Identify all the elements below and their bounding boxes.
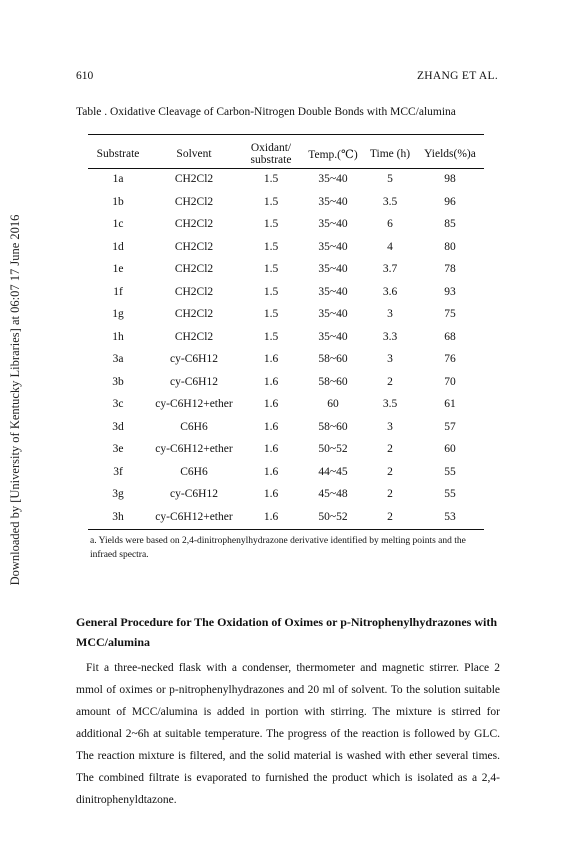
table-cell: cy-C6H12 — [170, 353, 218, 366]
table-cell: 80 — [444, 240, 456, 253]
table-cell: 1.6 — [263, 353, 279, 366]
table-cell: 58~60 — [318, 375, 348, 388]
table-cell: 70 — [444, 375, 456, 388]
table-cell: cy-C6H12+ether — [155, 398, 233, 411]
table-cell: 2 — [387, 375, 393, 388]
table-cell: 60 — [444, 443, 456, 456]
table-cell: 35~40 — [318, 240, 348, 253]
table-cell: 3f — [113, 465, 123, 478]
table-cell: CH2Cl2 — [174, 173, 214, 186]
column-header: Time (h) — [369, 147, 411, 160]
table-cell: 1.6 — [263, 420, 279, 433]
column-header: Oxidant/ substrate — [250, 141, 292, 166]
table-cell: CH2Cl2 — [174, 330, 214, 343]
table-cell: 3.5 — [382, 195, 398, 208]
table-cell: 1h — [112, 330, 124, 343]
table-cell: 78 — [444, 263, 456, 276]
table-cell: 98 — [444, 173, 456, 186]
table-cell: 1.5 — [263, 263, 279, 276]
table-cell: 50~52 — [318, 510, 348, 523]
table-body — [88, 168, 484, 528]
table-cell: 3.6 — [382, 285, 398, 298]
table-cell: 3.7 — [382, 263, 398, 276]
table-cell: 45~48 — [318, 488, 348, 501]
table-footnote: a. Yields were based on 2,4-dinitrophenylhydrazone derivative identified by melting points and the infraed spectra. — [90, 536, 466, 560]
table-row — [88, 371, 484, 394]
table-cell: 6 — [387, 218, 393, 231]
table-row — [88, 191, 484, 214]
table-cell: 93 — [444, 285, 456, 298]
procedure-paragraph: Fit a three-necked flask with a condenser, thermometer and magnetic stirrer. Place 2 mmol of oximes or p-nitrophenylhydrazones and 20 ml of solvent. To the solution suitable amount of MCC/alumina is added in portion with stirring. The mixture is stirred for additional 2~6h at suitable temperature. The progress of the reaction is followed by GLC. The reaction mixture is filtered, and the solid material is washed with ether several times. The combined filtrate is evaporated to furnished the product which is isolated as a 2,4-dinitrophenyldtazone. — [76, 662, 500, 806]
table-cell: cy-C6H12+ether — [155, 443, 233, 456]
table-cell: 1.6 — [263, 375, 279, 388]
table-cell: 1.5 — [263, 330, 279, 343]
table-cell: 1.5 — [263, 308, 279, 321]
table-cell: 3.5 — [382, 398, 398, 411]
download-watermark: Downloaded by [University of Kentucky Libraries] at 06:07 17 June 2016 — [8, 214, 22, 586]
table-cell: 75 — [444, 308, 456, 321]
table-row — [88, 326, 484, 349]
table-row — [88, 483, 484, 506]
table-cell: 3 — [387, 420, 393, 433]
table-cell: 3g — [112, 488, 124, 501]
table-cell: 35~40 — [318, 173, 348, 186]
table-cell: CH2Cl2 — [174, 263, 214, 276]
table-cell: CH2Cl2 — [174, 240, 214, 253]
table-cell: 55 — [444, 488, 456, 501]
results-table — [88, 139, 484, 528]
table-row — [88, 168, 484, 191]
table-cell: 1d — [112, 240, 124, 253]
table-cell: 35~40 — [318, 195, 348, 208]
table-cell: 1f — [113, 285, 123, 298]
table-cell: 4 — [387, 240, 393, 253]
table-cell: 1.5 — [263, 195, 279, 208]
table-cell: 1.6 — [263, 488, 279, 501]
table-cell: 1e — [112, 263, 124, 276]
table-cell: CH2Cl2 — [174, 218, 214, 231]
table-cell: 76 — [444, 353, 456, 366]
table-cell: 3a — [112, 353, 124, 366]
table-cell: 3 — [387, 353, 393, 366]
column-header: Solvent — [176, 147, 212, 160]
table-cell: 68 — [444, 330, 456, 343]
table-cell: 3e — [112, 443, 124, 456]
table-cell: 1b — [112, 195, 124, 208]
table-cell: 2 — [387, 443, 393, 456]
table-row — [88, 213, 484, 236]
table-row — [88, 281, 484, 304]
running-head: ZHANG ET AL. — [416, 70, 498, 82]
table-caption: Table . Oxidative Cleavage of Carbon-Nitrogen Double Bonds with MCC/alumina — [76, 106, 456, 118]
table-cell: CH2Cl2 — [174, 308, 214, 321]
table-cell: 3h — [112, 510, 124, 523]
table-row — [88, 258, 484, 281]
table-cell: 1.6 — [263, 465, 279, 478]
table-cell: 35~40 — [318, 285, 348, 298]
table-top-rule — [88, 134, 484, 135]
table-cell: 1.6 — [263, 398, 279, 411]
table-cell: C6H6 — [180, 465, 208, 478]
table-cell: 1.5 — [263, 240, 279, 253]
table-cell: 1g — [112, 308, 124, 321]
table-cell: 58~60 — [318, 353, 348, 366]
table-row — [88, 461, 484, 484]
column-header: Yields(%)a — [424, 147, 476, 160]
table-cell: 57 — [444, 420, 456, 433]
table-cell: C6H6 — [180, 420, 208, 433]
table-cell: 50~52 — [318, 443, 348, 456]
table-cell: 35~40 — [318, 263, 348, 276]
table-row — [88, 236, 484, 259]
table-cell: 35~40 — [318, 308, 348, 321]
table-cell: 3b — [112, 375, 124, 388]
table-cell: 1.5 — [263, 218, 279, 231]
table-row — [88, 416, 484, 439]
table-cell: 44~45 — [318, 465, 348, 478]
table-cell: 96 — [444, 195, 456, 208]
table-cell: 3c — [112, 398, 124, 411]
table-cell: 3d — [112, 420, 124, 433]
table-cell: 2 — [387, 488, 393, 501]
table-cell: 1.5 — [263, 173, 279, 186]
table-cell: 1.5 — [263, 285, 279, 298]
table-cell: 35~40 — [318, 218, 348, 231]
table-cell: 61 — [444, 398, 456, 411]
table-cell: 1a — [112, 173, 124, 186]
table-cell: 5 — [387, 173, 393, 186]
table-row — [88, 506, 484, 529]
table-cell: 2 — [387, 465, 393, 478]
table-cell: cy-C6H12 — [170, 488, 218, 501]
table-cell: 3 — [387, 308, 393, 321]
table-bottom-rule — [88, 529, 484, 530]
column-header: Temp.(℃) — [308, 148, 358, 161]
table-row — [88, 348, 484, 371]
table-row — [88, 303, 484, 326]
table-cell: 2 — [387, 510, 393, 523]
table-cell: 55 — [444, 465, 456, 478]
table-cell: 1c — [112, 218, 124, 231]
table-cell: 85 — [444, 218, 456, 231]
column-header: Substrate — [96, 147, 140, 160]
table-cell: cy-C6H12 — [170, 375, 218, 388]
table-cell: 1.6 — [263, 510, 279, 523]
table-row — [88, 438, 484, 461]
page-number: 610 — [76, 70, 94, 82]
section-heading: General Procedure for The Oxidation of Oximes or p-Nitrophenylhydrazones with MCC/alumina — [76, 615, 497, 649]
table-cell: 53 — [444, 510, 456, 523]
table-cell: 60 — [327, 398, 339, 411]
table-row — [88, 393, 484, 416]
table-cell: 35~40 — [318, 330, 348, 343]
table-cell: 58~60 — [318, 420, 348, 433]
table-cell: cy-C6H12+ether — [155, 510, 233, 523]
table-cell: 3.3 — [382, 330, 398, 343]
table-cell: CH2Cl2 — [174, 285, 214, 298]
table-cell: 1.6 — [263, 443, 279, 456]
table-cell: CH2Cl2 — [174, 195, 214, 208]
table-header-row — [88, 139, 484, 168]
